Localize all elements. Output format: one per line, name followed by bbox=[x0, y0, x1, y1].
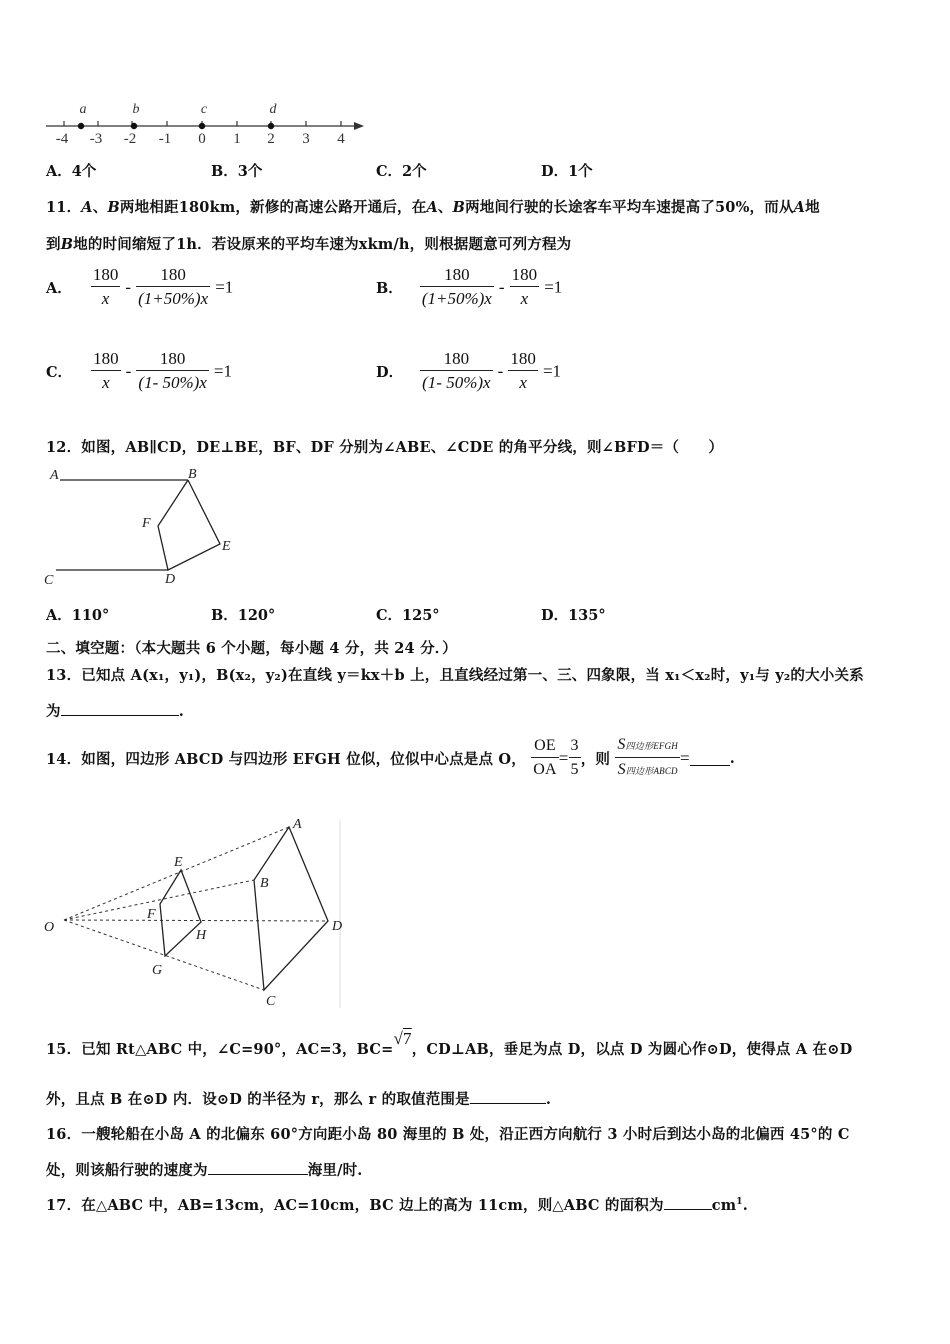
label-H: H bbox=[196, 928, 207, 943]
q12-option-b: B．120° bbox=[211, 607, 276, 624]
label-G: G bbox=[152, 963, 163, 978]
section-2-heading: 二、填空题：（本大题共 6 个小题，每小题 4 分，共 24 分．） bbox=[46, 640, 457, 657]
q16-answer-blank[interactable] bbox=[208, 1160, 308, 1175]
q10-option-d: D．1个 bbox=[541, 163, 593, 180]
label-A: A bbox=[293, 817, 302, 832]
label-c: c bbox=[200, 102, 208, 117]
label-C: C bbox=[266, 994, 276, 1009]
point-b bbox=[131, 123, 137, 129]
tick-label: 1 bbox=[233, 131, 241, 147]
q12-text: 12．如图，AB∥CD，DE⊥BE，BF、DF 分别为∠ABE、∠CDE 的角平分线，则∠BFD＝（ ） bbox=[46, 439, 724, 456]
q15-line1: 15．已知 Rt△ABC 中，∠C=90°，AC=3，BC=√7，CD⊥AB，垂足为点 D，以点 D 为圆心作⊙D，使得点 A 在⊙D bbox=[46, 1029, 853, 1058]
label-E: E bbox=[174, 855, 183, 870]
label-B: B bbox=[260, 876, 269, 891]
q11-option-c: C． $\frac{180}{x}$ - $\frac{180}{(1- 50\%)x}$ =1 bbox=[46, 349, 233, 392]
tick-label: 0 bbox=[198, 131, 206, 147]
q15-line2: 外，且点 B 在⊙D 内．设⊙D 的半径为 r，那么 r 的取值范围是 . bbox=[46, 1091, 552, 1108]
label-d: d bbox=[269, 102, 277, 117]
q10-option-c: C．2个 bbox=[376, 163, 427, 180]
q14-line: 14．如图，四边形 ABCD 与四边形 EFGH 位似，位似中心点是点 O， $\frac{OE}{OA}$ = $\frac{3}{5}$ ，则 $\frac{\text{S四边形EFGH}}{\text{S四边形ABCD}}$ = . bbox=[46, 736, 736, 778]
q16-line2: 处，则该船行驶的速度为 海里/时. bbox=[46, 1162, 363, 1179]
q14-figure bbox=[40, 812, 350, 1012]
label-F: F bbox=[147, 907, 156, 922]
label-a: a bbox=[79, 102, 87, 117]
q17-answer-blank[interactable] bbox=[664, 1195, 712, 1210]
number-line-figure bbox=[40, 96, 370, 152]
q10-option-b: B．3个 bbox=[211, 163, 263, 180]
label-B: B bbox=[188, 467, 197, 482]
label-b: b bbox=[132, 102, 140, 117]
q15-answer-blank[interactable] bbox=[470, 1089, 546, 1104]
q11-line2: 到B地的时间缩短了1h．若设原来的平均车速为xkm/h，则根据题意可列方程为 bbox=[46, 236, 572, 253]
label-D: D bbox=[165, 572, 176, 587]
q13-line2: 为 . bbox=[46, 703, 184, 720]
point-c bbox=[199, 123, 205, 129]
q11-option-b: B． $\frac{180}{(1+50\%)x}$ - $\frac{180}{x}$ =1 bbox=[376, 265, 563, 308]
tick-label: 2 bbox=[267, 131, 275, 147]
tick-label: 4 bbox=[337, 131, 345, 147]
q16-line1: 16．一艘轮船在小岛 A 的北偏东 60°方向距小岛 80 海里的 B 处，沿正西方向航行 3 小时后到达小岛的北偏西 45°的 C bbox=[46, 1126, 850, 1143]
tick-label: -1 bbox=[158, 131, 172, 147]
q12-option-c: C．125° bbox=[376, 607, 440, 624]
point-a bbox=[78, 123, 84, 129]
label-C: C bbox=[44, 573, 54, 588]
q13-answer-blank[interactable] bbox=[61, 701, 179, 716]
q12-figure bbox=[40, 460, 250, 588]
q11-option-d: D． $\frac{180}{(1- 50\%)x}$ - $\frac{180}{x}$ =1 bbox=[376, 349, 562, 392]
label-A: A bbox=[50, 468, 59, 483]
label-F: F bbox=[142, 516, 151, 531]
tick-label: -3 bbox=[89, 131, 103, 147]
label-O: O bbox=[44, 920, 55, 935]
tick-label: -2 bbox=[123, 131, 137, 147]
q12-option-a: A．110° bbox=[46, 607, 110, 624]
q14-answer-blank[interactable] bbox=[690, 751, 730, 766]
q10-option-a: A．4个 bbox=[46, 163, 97, 180]
label-E: E bbox=[222, 539, 231, 554]
label-D: D bbox=[332, 919, 343, 934]
tick-label: 3 bbox=[302, 131, 310, 147]
q11-option-a: A． $\frac{180}{x}$ - $\frac{180}{(1+50\%)x}$ =1 bbox=[46, 265, 234, 308]
q13-line1: 13．已知点 A(x₁，y₁)，B(x₂，y₂)在直线 y＝kx＋b 上，且直线经过第一、三、四象限，当 x₁＜x₂时，y₁与 y₂的大小关系 bbox=[46, 667, 864, 684]
q11-line1: 11．A、B两地相距180km，新修的高速公路开通后，在A、B两地间行驶的长途客车平均车速提高了50%，而从A地 bbox=[46, 199, 820, 216]
tick-label: -4 bbox=[55, 131, 69, 147]
q12-option-d: D．135° bbox=[541, 607, 606, 624]
point-d bbox=[268, 123, 274, 129]
q17-line: 17．在△ABC 中，AB=13cm，AC=10cm，BC 边上的高为 11cm，则△ABC 的面积为 $cm^1$. bbox=[46, 1197, 749, 1214]
